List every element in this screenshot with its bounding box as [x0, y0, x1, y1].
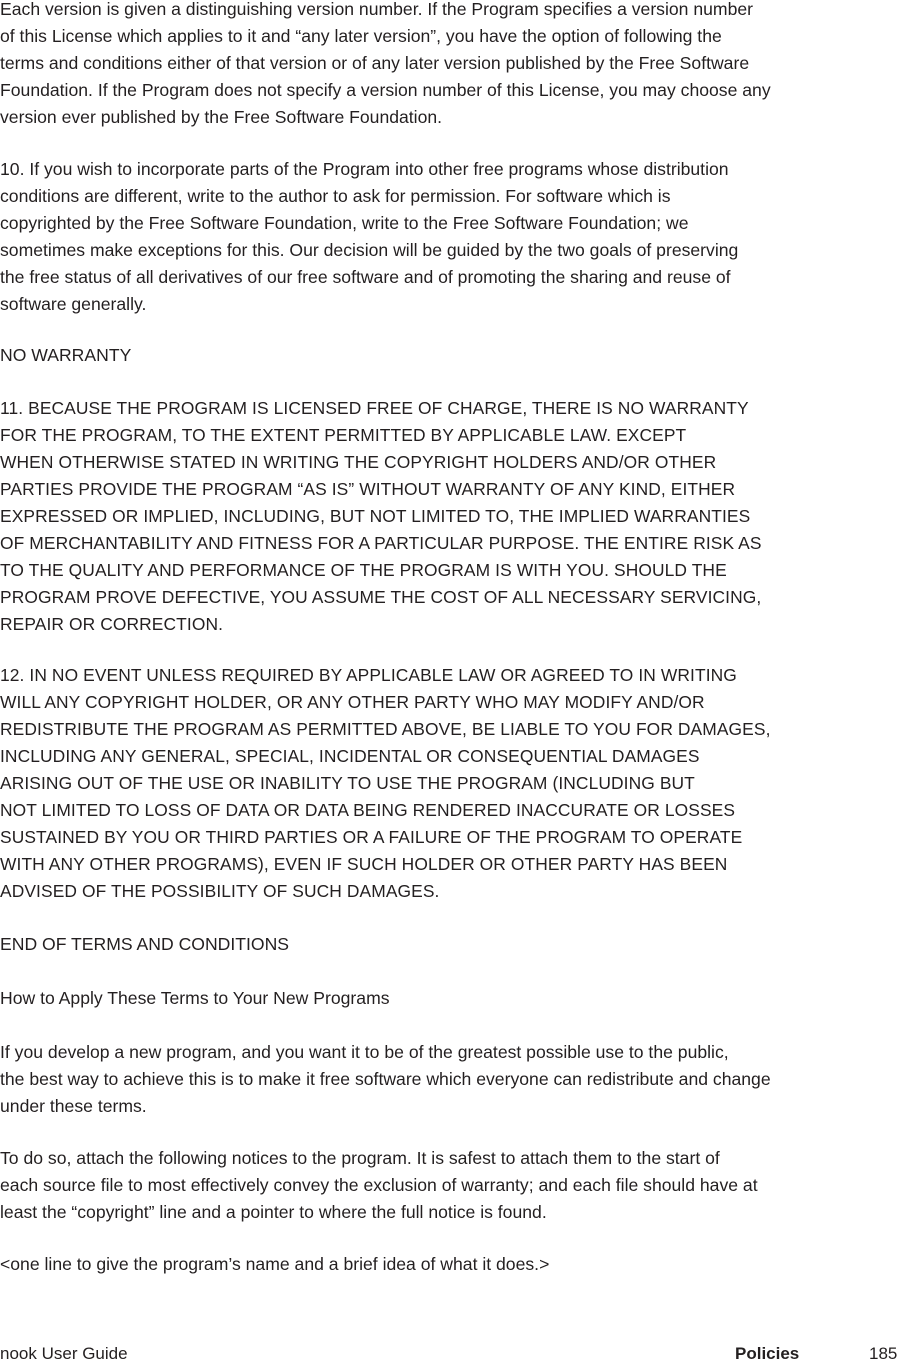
footer-page-number: 185 — [869, 1344, 898, 1363]
heading-how-to-apply — [0, 985, 898, 1012]
text-line: version ever published by the Free Software Foundation. — [0, 107, 443, 127]
text-line: under these terms. — [0, 1096, 147, 1116]
text-line: of this License which applies to it and “any later version”, you have the option of following the — [0, 26, 722, 46]
text-line: WITH ANY OTHER PROGRAMS), EVEN IF SUCH HOLDER OR OTHER PARTY HAS BEEN — [0, 854, 728, 874]
text-line: WHEN OTHERWISE STATED IN WRITING THE COPYRIGHT HOLDERS AND/OR OTHER — [0, 452, 717, 472]
text-line: 12. IN NO EVENT UNLESS REQUIRED BY APPLICABLE LAW OR AGREED TO IN WRITING — [0, 665, 737, 685]
text-line: ADVISED OF THE POSSIBILITY OF SUCH DAMAGES. — [0, 881, 440, 901]
text-line: REPAIR OR CORRECTION. — [0, 614, 224, 634]
text-line: To do so, attach the following notices to the program. It is safest to attach them to the start of — [0, 1148, 720, 1168]
text-line: OF MERCHANTABILITY AND FITNESS FOR A PARTICULAR PURPOSE. THE ENTIRE RISK AS — [0, 533, 762, 553]
text-line: FOR THE PROGRAM, TO THE EXTENT PERMITTED BY APPLICABLE LAW. EXCEPT — [0, 425, 687, 445]
text-line: ARISING OUT OF THE USE OR INABILITY TO USE THE PROGRAM (INCLUDING BUT — [0, 773, 695, 793]
text-line: Foundation. If the Program does not specify a version number of this License, you may choose any — [0, 80, 771, 100]
text-line: If you develop a new program, and you want it to be of the greatest possible use to the public, — [0, 1042, 729, 1062]
text-line: PROGRAM PROVE DEFECTIVE, YOU ASSUME THE COST OF ALL NECESSARY SERVICING, — [0, 587, 762, 607]
text-line: terms and conditions either of that version or of any later version published by the Free Software — [0, 53, 750, 73]
text-line: PARTIES PROVIDE THE PROGRAM “AS IS” WITHOUT WARRANTY OF ANY KIND, EITHER — [0, 479, 736, 499]
text-line: REDISTRIBUTE THE PROGRAM AS PERMITTED ABOVE, BE LIABLE TO YOU FOR DAMAGES, — [0, 719, 771, 739]
text-line: copyrighted by the Free Software Foundation, write to the Free Software Foundation; we — [0, 213, 689, 233]
text-line: 11. BECAUSE THE PROGRAM IS LICENSED FREE OF CHARGE, THERE IS NO WARRANTY — [0, 398, 749, 418]
text-line: END OF TERMS AND CONDITIONS — [0, 934, 290, 954]
text-line: least the “copyright” line and a pointer to where the full notice is found. — [0, 1202, 547, 1222]
text-line: WILL ANY COPYRIGHT HOLDER, OR ANY OTHER PARTY WHO MAY MODIFY AND/OR — [0, 692, 705, 712]
text-line: INCLUDING ANY GENERAL, SPECIAL, INCIDENTAL OR CONSEQUENTIAL DAMAGES — [0, 746, 700, 766]
text-line: NO WARRANTY — [0, 345, 132, 365]
text-line: NOT LIMITED TO LOSS OF DATA OR DATA BEING RENDERED INACCURATE OR LOSSES — [0, 800, 736, 820]
paragraph-section-12 — [0, 662, 898, 905]
text-line: SUSTAINED BY YOU OR THIRD PARTIES OR A FAILURE OF THE PROGRAM TO OPERATE — [0, 827, 743, 847]
text-line: How to Apply These Terms to Your New Programs — [0, 988, 390, 1008]
text-line: 10. If you wish to incorporate parts of the Program into other free programs whose distribution — [0, 159, 729, 179]
page-footer — [0, 1344, 898, 1364]
text-line: TO THE QUALITY AND PERFORMANCE OF THE PROGRAM IS WITH YOU. SHOULD THE — [0, 560, 727, 580]
text-line: the free status of all derivatives of our free software and of promoting the sharing and reuse of — [0, 267, 731, 287]
paragraph-develop-new-program — [0, 1039, 898, 1120]
text-line: Each version is given a distinguishing version number. If the Program specifies a version number — [0, 0, 754, 19]
heading-no-warranty — [0, 342, 898, 369]
paragraph-version-numbers — [0, 0, 898, 131]
text-line: sometimes make exceptions for this. Our decision will be guided by the two goals of preserving — [0, 240, 739, 260]
text-line: software generally. — [0, 294, 147, 314]
text-line: the best way to achieve this is to make it free software which everyone can redistribute and change — [0, 1069, 771, 1089]
text-line: <one line to give the program’s name and a brief idea of what it does.> — [0, 1254, 550, 1274]
paragraph-attach-notices — [0, 1145, 898, 1226]
text-line: conditions are different, write to the author to ask for permission. For software which is — [0, 186, 671, 206]
paragraph-program-name-template — [0, 1251, 898, 1278]
footer-section-name: Policies — [735, 1344, 800, 1363]
paragraph-section-11 — [0, 395, 898, 638]
text-line: EXPRESSED OR IMPLIED, INCLUDING, BUT NOT LIMITED TO, THE IMPLIED WARRANTIES — [0, 506, 751, 526]
heading-end-of-terms — [0, 931, 898, 958]
paragraph-section-10 — [0, 156, 898, 318]
text-line: each source file to most effectively convey the exclusion of warranty; and each file should have at — [0, 1175, 758, 1195]
footer-guide-title: nook User Guide — [0, 1344, 128, 1363]
